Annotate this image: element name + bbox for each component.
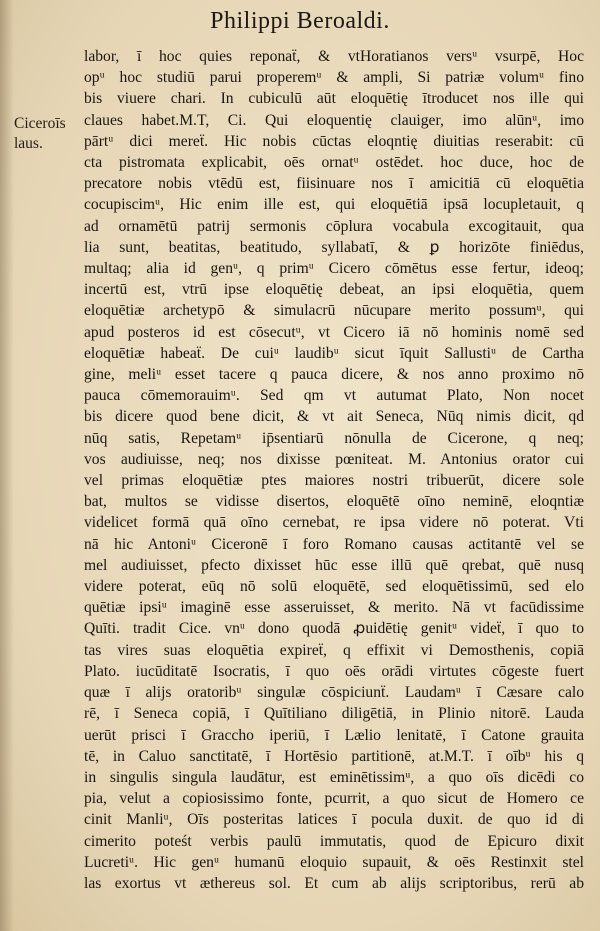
text-line: Quīti. tradit Cice. vnᵘ dono quodā ꝓuidētię genitᵘ videẗ, ī quo to (84, 620, 584, 638)
text-line: opᵘ hoc studiū parui properemᵘ & ampli, Si patriæ volumᵘ fino (84, 69, 584, 87)
margin-note (14, 114, 84, 154)
text-line: quæ ī alijs oratoribᵘ singulæ cōspiciunẗ. Laudamᵘ ī Cæsare calo (84, 684, 584, 702)
text-line: Plato. iucūditatē Isocratis, ī quo oēs orādi virtutes cōgeste fuert (84, 662, 584, 680)
text-line: precatore nobis vtēdū est, fiisinuare nos ī amicitiā cū eloquētia (84, 175, 584, 193)
text-line: lia sunt, beatitas, beatitudo, syllabatī, & ꝑ horizōte finiēdus, (84, 238, 584, 256)
text-line: las exortus vt æthereus sol. Et cum ab alijs scriptoribus, rerū ab (84, 874, 584, 892)
body-text (84, 46, 584, 894)
text-line: tas vires suas eloquētia expireẗ, q effixit vi Demosthenis, copiā (84, 641, 584, 659)
text-line: quētiæ ipsiᵘ imaginē esse asseruisset, & merito. Nā vt facūdissime (84, 599, 584, 617)
text-line: nūq satis, Repetamᵘ ip̄sentiarū nōnulla de Cicerone, q neq; (84, 429, 584, 447)
text-line: mel audiuisset, pfecto dixisset hūc esse illū quē qrebat, quē nusq (84, 556, 584, 574)
text-line: videlicet formā quā oīno cernebat, re ipsa videre nō poterat. Vti (84, 514, 584, 532)
text-line: bis viuere chari. In cubiculū aūt eloquētię ītroducet nos ille qui (84, 90, 584, 108)
text-line: pārtᵘ dici mereẗ. Hic nobis cūctas eloqntię diuitias reserabit: cū (84, 132, 584, 150)
text-line: cocupiscimᵘ, Hic enim ille est, qui eloquētiā ipsā locupletauit, q (84, 196, 584, 214)
text-line: cta pistromata explicabit, oēs ornatᵘ ostēdet. hoc duce, hoc de (84, 154, 584, 172)
text-line: tē, in Caluo sanctitatē, ī Hortēsio partitionē, at.M.T. ī oībᵘ his q (84, 747, 584, 765)
text-line: eloquētiæ habeaẗ. De cuiᵘ laudibᵘ sicut īquit Sallustiᵘ de Cartha (84, 344, 584, 362)
text-line: ad ornamētū patrij sermonis cōplura vocabula excogitauit, qua (84, 217, 584, 235)
text-line: bis dicere quod bene dicit, & vt ait Seneca, Nūq nimis dicit, qd (84, 408, 584, 426)
text-line: rē, ī Seneca copiā, ī Quītiliano diligētiā, in Plinio nitorē. Lauda (84, 705, 584, 723)
text-line: gine, meliᵘ esset tacere q pauca dicere, & nos anno proximo nō (84, 366, 584, 384)
text-line: bat, multos se vidisse disertos, eloquētē oīno neminē, eloqntiæ (84, 493, 584, 511)
text-line: apud posteros id est cōsecutᵘ, vt Cicero iā nō hominis nomē sed (84, 323, 584, 341)
text-line: eloquētiæ archetypō & simulacrū nūcupare merito possumᵘ, qui (84, 302, 584, 320)
running-header: Philippi Beroaldi. (210, 8, 390, 34)
text-line: pia, velut a copiosissimo fonte, pcurrit, a quo sicut de Homero ce (84, 790, 584, 808)
text-line: claues habet.M.T, Ci. Qui eloquentię clauiger, imo alūnᵘ, imo (84, 111, 584, 129)
text-line: uerūt prisci ī Graccho iperiū, ī Lælio lenitatē, ī Catone grauita (84, 726, 584, 744)
text-line: vel primas eloquētiæ ptes maiores nostri tribuerūt, dicere sole (84, 472, 584, 490)
text-line: vos audiuisse, neq; nos dixisse pœniteat. M. Antonius orator cui (84, 450, 584, 468)
text-line: nā hic Antoniᵘ Ciceronē ī foro Romano causas actitantē vel se (84, 535, 584, 553)
text-line: cinit Manliᵘ, Oīs posteritas latices ī pocula duxit. de quo id di (84, 811, 584, 829)
text-line: cimerito poteśt verbis paulū immutatis, quod de Epicuro dixit (84, 832, 584, 850)
margin-note-line: Ciceroīs (14, 115, 66, 132)
text-line: incertū est, vtrū ipse eloquētię debeat, an ipsi eloquētia, quem (84, 281, 584, 299)
text-line: videre poterat, eūq nō solū eloquētē, sed eloquētissimū, sed elo (84, 578, 584, 596)
margin-note-line: laus. (14, 135, 43, 152)
text-line: pauca cōmemorauimᵘ. Sed qm vt autumat Plato, Non nocet (84, 387, 584, 405)
text-line: in singulis singula laudātur, est eminētissimᵘ, a quo oīs dicēdi co (84, 768, 584, 786)
text-line: labor, ī hoc quies reponaẗ, & vtHoratianos versᵘ vsurpē, Hoc (84, 48, 584, 65)
text-line: Lucretiᵘ. Hic genᵘ humanū eloquio supauit, & oēs Restinxit stel (84, 853, 584, 871)
text-line: multaq; alia id genᵘ, q primᵘ Cicero cōmētus esse fertur, ideoq; (84, 260, 584, 278)
